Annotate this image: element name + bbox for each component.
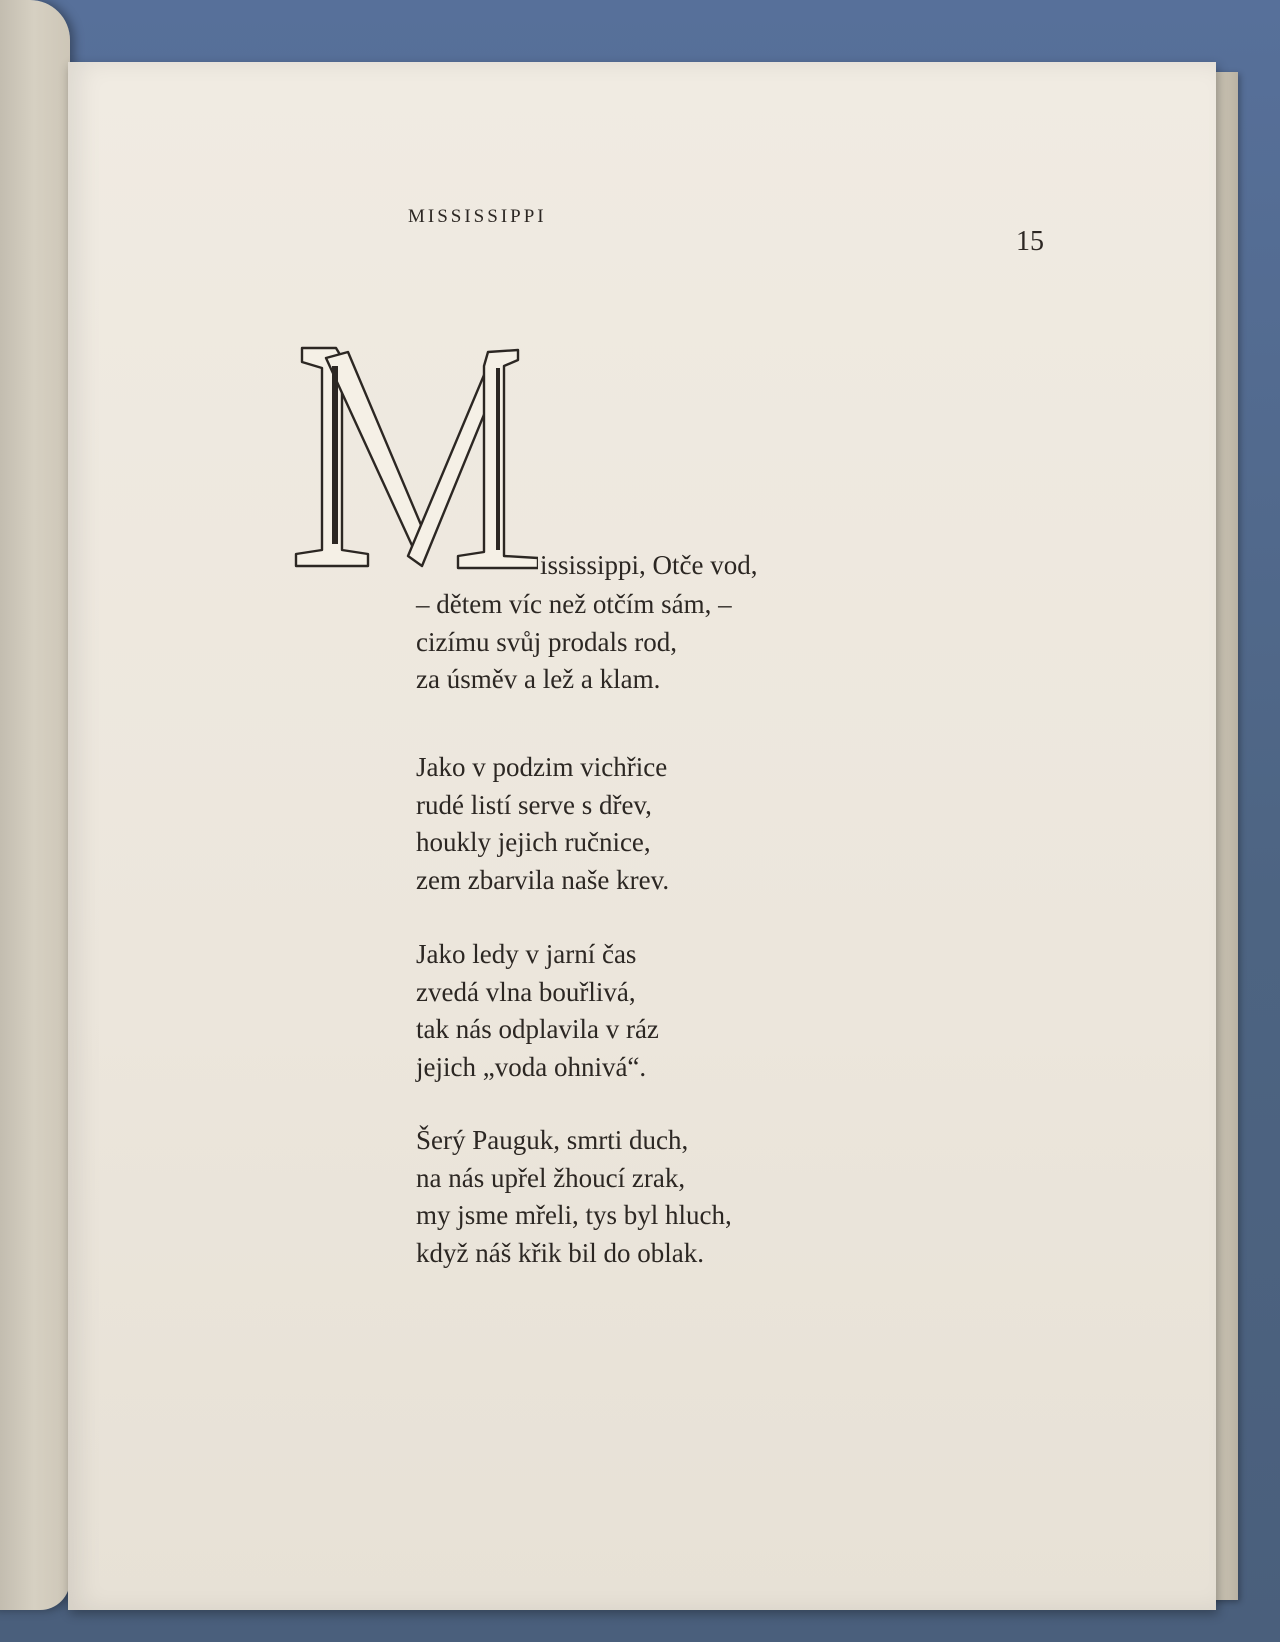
poem-line: Jako ledy v jarní čas xyxy=(416,939,637,969)
poem-line: cizímu svůj prodals rod, xyxy=(416,626,677,657)
poem-line: když náš křik bil do oblak. xyxy=(416,1237,704,1268)
poem-line: tak nás odplavila v ráz xyxy=(416,1014,659,1044)
poem-line: zem zbarvila naše krev. xyxy=(416,864,670,895)
stanza xyxy=(416,586,732,699)
poem-line: Šerý Pauguk, smrti duch, xyxy=(416,1125,689,1155)
facing-page-edge xyxy=(0,0,70,1610)
poem-line: na nás upřel žhoucí zrak, xyxy=(416,1162,686,1193)
stanza xyxy=(416,749,669,899)
stanza xyxy=(416,1122,732,1272)
page-number: 15 xyxy=(1016,226,1044,257)
poem-line: my jsme mřeli, tys byl hluch, xyxy=(416,1200,732,1230)
book-page xyxy=(68,62,1216,1610)
poem-line: Jako v podzim vichřice xyxy=(416,752,668,782)
poem-line: jejich „voda ohnivá“. xyxy=(416,1051,647,1082)
drop-cap-letter xyxy=(292,344,538,588)
poem-line: zvedá vlna bouřlivá, xyxy=(416,976,636,1007)
stanza xyxy=(416,936,659,1086)
poem-first-line: ississippi, Otče vod, xyxy=(540,550,758,580)
poem-line: – dětem víc než otčím sám, – xyxy=(416,589,732,619)
running-head: MISSISSIPPI xyxy=(408,206,547,227)
poem-line: za úsměv a lež a klam. xyxy=(416,664,661,694)
poem-line: houkly jejich ručnice, xyxy=(416,827,651,857)
poem-line: rudé listí serve s dřev, xyxy=(416,789,652,820)
